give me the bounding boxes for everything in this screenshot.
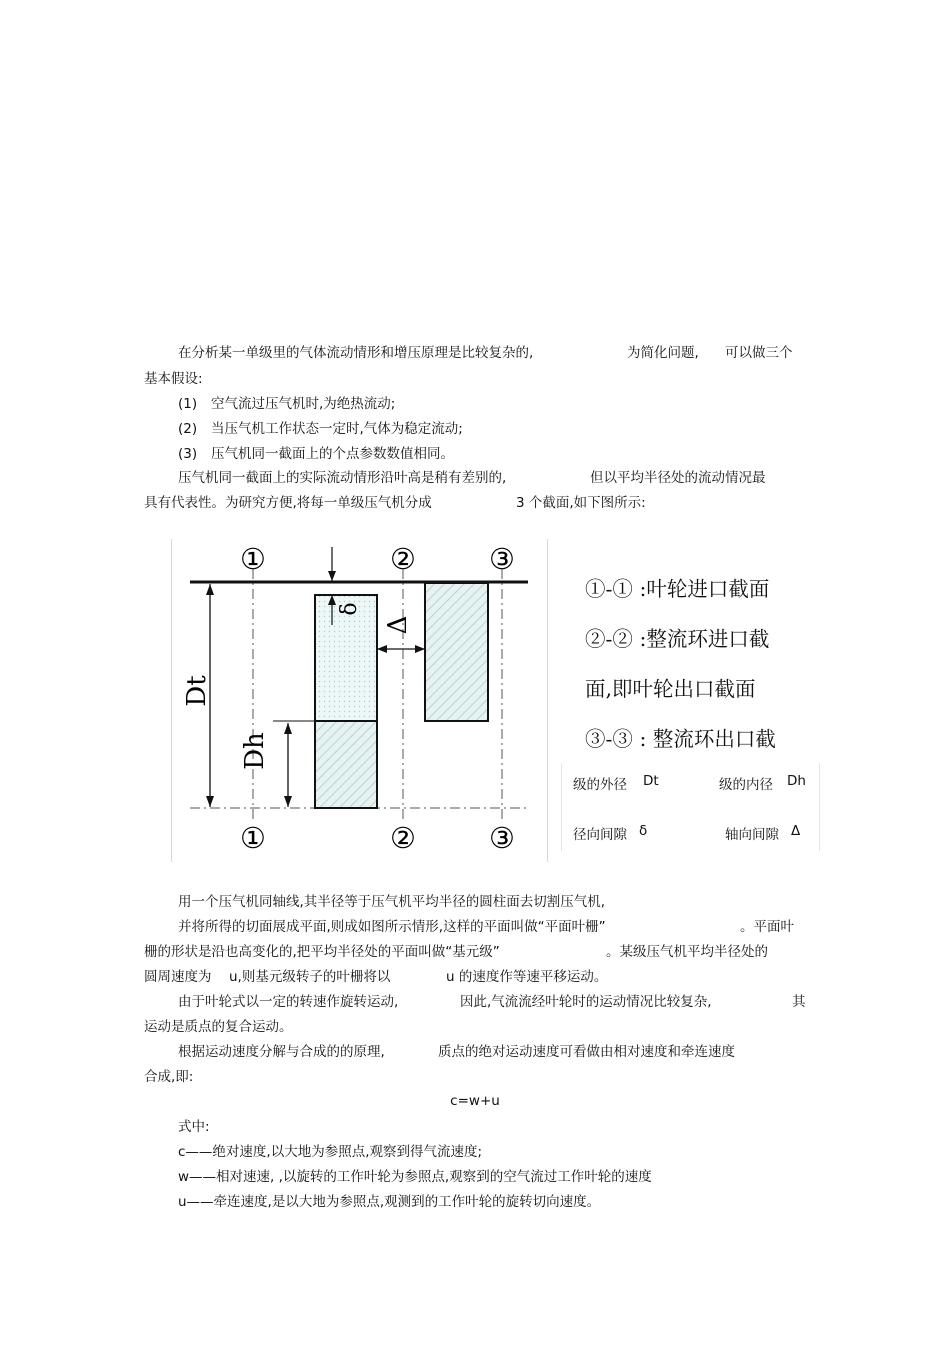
- dim-delta-small-label: δ: [337, 602, 362, 616]
- velocity-equation: c=w+u: [450, 1093, 500, 1109]
- para5-line2: 合成,即:: [144, 1069, 194, 1085]
- rotor-blade-lower: [315, 721, 377, 808]
- dim-dh-label: Dh: [240, 732, 270, 770]
- assumption-list: [0, 395, 950, 465]
- para4-line1-a: 由于叶轮式以一定的转速作旋转运动,: [178, 994, 399, 1010]
- outer-diameter-symbol: Dt: [643, 773, 659, 789]
- para3-line4-b: u,则基元级转子的叶栅将以: [229, 969, 391, 985]
- assumption-text-3: 压气机同一截面上的个点参数数值相同。: [211, 446, 454, 462]
- para5-line1-a: 根据运动速度分解与合成的的原理,: [178, 1044, 385, 1060]
- assumption-num-3: (3): [178, 446, 198, 462]
- section-label-bottom-1: ①: [240, 821, 266, 855]
- assumption-text-1: 空气流过压气机时,为绝热流动;: [211, 396, 396, 412]
- legend-line-2: ②-② :整流环进口截: [585, 627, 770, 651]
- assumption-num-1: (1): [178, 396, 198, 412]
- dim-delta-big-label: Δ: [383, 615, 413, 635]
- para5-line1-b: 质点的绝对运动速度可看做由相对速度和牵连速度: [438, 1044, 735, 1060]
- intro-line1-c: 可以做三个: [725, 345, 793, 361]
- paragraph-rotation: [0, 993, 950, 1038]
- legend-line-3: 面,即叶轮出口截面: [585, 677, 756, 701]
- para3-line1: 用一个压气机同轴线,其半径等于压气机平均半径的圆柱面去切割压气机,: [178, 894, 606, 910]
- legend-line-1: ①-① :叶轮进口截面: [585, 577, 770, 601]
- para3-line3-b: 。某级压气机平均半径处的: [606, 944, 768, 960]
- assumption-num-2: (2): [178, 421, 198, 437]
- para3-line4-a: 圆周速度为: [144, 969, 212, 985]
- radial-gap-symbol: δ: [639, 823, 648, 839]
- intro-paragraph: [0, 344, 950, 387]
- inner-diameter-label: 级的内径: [719, 777, 773, 793]
- para4-line1-b: 因此,气流流经叶轮时的运动情况比较复杂,: [460, 994, 712, 1010]
- legend-line-4: ③-③ : 整流环出口截: [585, 727, 776, 751]
- compressor-section-figure: [171, 539, 548, 862]
- para3-line2-a: 并将所得的切面展成平面,则成如图所示情形,这样的平面叫做“平面叶栅”: [178, 919, 606, 935]
- radial-gap-label: 径向间隙: [573, 827, 627, 843]
- intro-line1-b: 为简化问题,: [627, 345, 699, 361]
- where-item-w: w——相对速速, ,以旋转的工作叶轮为参照点,观察到的空气流过工作叶轮的速度: [178, 1169, 652, 1185]
- intro-line2: 基本假设:: [144, 371, 203, 387]
- assumption-text-2: 当压气机工作状态一定时,气体为稳定流动;: [211, 421, 463, 437]
- section-label-top-3: ③: [489, 542, 515, 576]
- inner-diameter-symbol: Dh: [787, 773, 806, 789]
- where-label: 式中:: [178, 1119, 210, 1135]
- axial-gap-symbol: Δ: [791, 823, 801, 839]
- intro-line1-a: 在分析某一单级里的气体流动情形和增压原理是比较复杂的,: [178, 345, 534, 361]
- outer-diameter-label: 级的外径: [573, 777, 627, 793]
- axial-gap-label: 轴向间隙: [725, 827, 779, 843]
- para3-line3-a: 栅的形状是沿也高变化的,把平均半径处的平面叫做“基元级”: [144, 944, 500, 960]
- where-item-u: u——牵连速度,是以大地为参照点,观测到的工作叶轮的旋转切向速度。: [178, 1194, 601, 1210]
- compressor-section-diagram: [172, 539, 547, 862]
- paragraph-plane-cascade: [0, 893, 950, 988]
- where-block: [0, 1118, 950, 1218]
- para2-line1-b: 但以平均半径处的流动情况最: [590, 470, 766, 486]
- para4-line1-c: 其: [792, 994, 806, 1010]
- paragraph-sections: [0, 469, 950, 514]
- section-label-bottom-3: ③: [489, 821, 515, 855]
- dim-dt-label: Dt: [182, 675, 212, 707]
- where-item-c: c——绝对速度,以大地为参照点,观察到得气流速度;: [178, 1144, 483, 1160]
- dimension-definitions: [561, 763, 820, 851]
- para3-line4-c: u 的速度作等速平移运动。: [446, 969, 608, 985]
- para2-line2-a: 具有代表性。为研究方便,将每一单级压气机分成: [144, 495, 432, 511]
- paragraph-velocity: [0, 1043, 950, 1088]
- para2-line2-b: 3 个截面,如下图所示:: [516, 495, 646, 511]
- section-label-top-1: ①: [240, 542, 266, 576]
- para3-line2-b: 。平面叶: [740, 919, 794, 935]
- section-label-bottom-2: ②: [390, 821, 416, 855]
- section-label-top-2: ②: [390, 542, 416, 576]
- para2-line1-a: 压气机同一截面上的实际流动情形沿叶高是稍有差别的,: [178, 470, 507, 486]
- stator-blade: [425, 583, 488, 721]
- para4-line2: 运动是质点的复合运动。: [144, 1019, 293, 1035]
